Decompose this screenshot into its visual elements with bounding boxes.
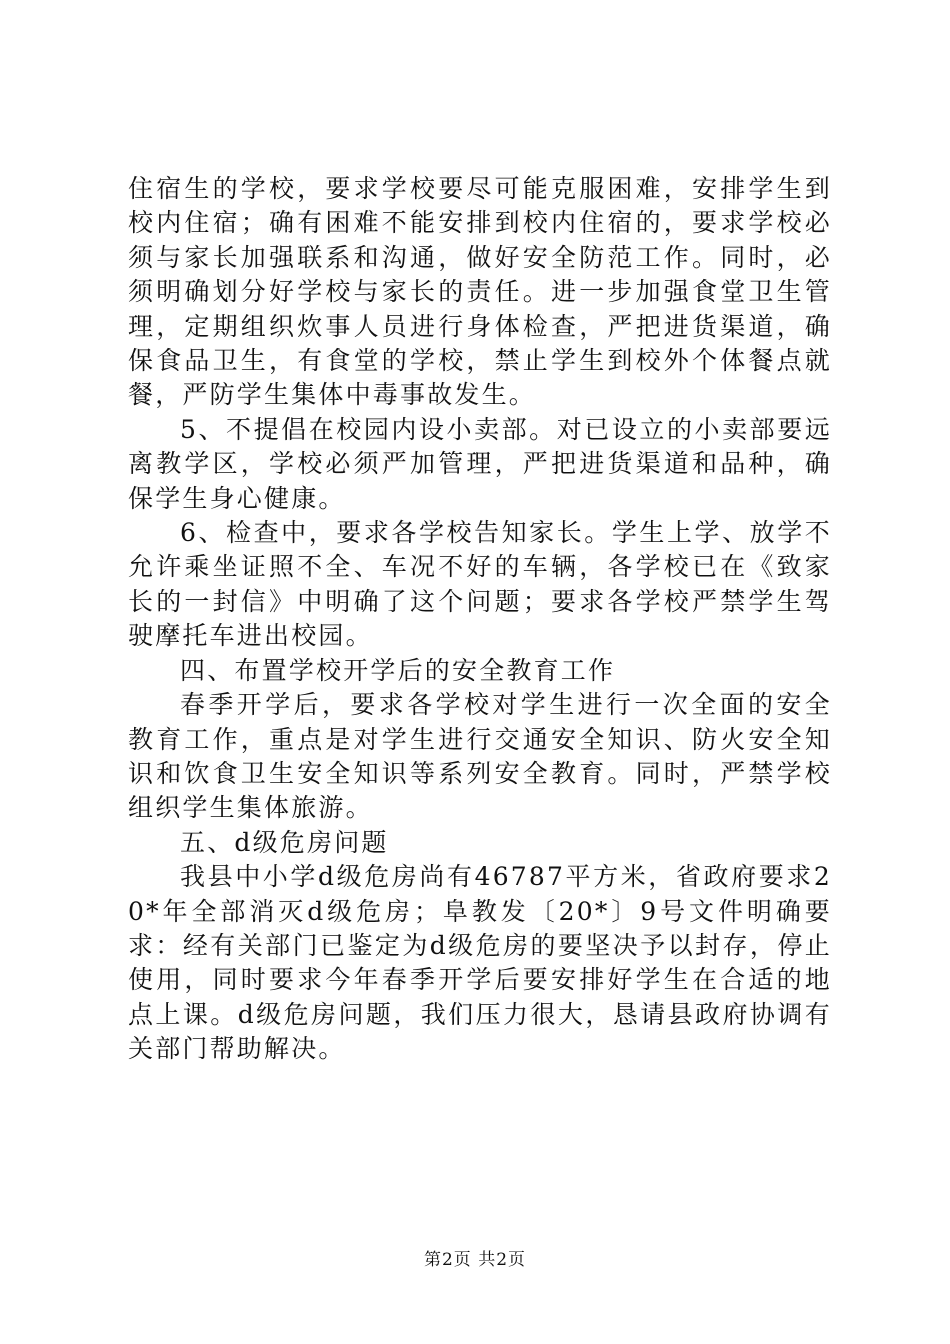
page-number-footer: 第2页 共2页	[423, 1250, 527, 1270]
paragraph-d-level-buildings: 我县中小学d级危房尚有46787平方米，省政府要求20*年全部消灭d级危房；阜教发〔20*〕9号文件明确要求：经有关部门已鉴定为d级危房的要坚决予以封存，停止使用，同时要求今年春季开学后要安排好学生在合适的地点上课。d级危房问题，我们压力很大，恳请县政府协调有关部门帮助解决。	[128, 862, 832, 1064]
paragraph-item-6-transport: 6、检查中，要求各学校告知家长。学生上学、放学不允许乘坐证照不全、车况不好的车辆，各学校已在《致家长的一封信》中明确了这个问题；要求各学校严禁学生驾驶摩托车进出校园。	[128, 518, 832, 651]
paragraph-safety-education: 春季开学后，要求各学校对学生进行一次全面的安全教育工作，重点是对学生进行交通安全知识、防火安全知识和饮食卫生安全知识等系列安全教育。同时，严禁学校组织学生集体旅游。	[128, 690, 832, 823]
paragraph-item-5-tuck-shop: 5、不提倡在校园内设小卖部。对已设立的小卖部要远离教学区，学校必须严加管理，严把进货渠道和品种，确保学生身心健康。	[128, 414, 832, 513]
document-body	[128, 172, 832, 1067]
section-heading-4: 四、布置学校开学后的安全教育工作	[180, 655, 616, 685]
section-heading-5: 五、d级危房问题	[180, 827, 389, 857]
paragraph-dormitory-safety: 住宿生的学校，要求学校要尽可能克服困难，安排学生到校内住宿；确有困难不能安排到校内住宿的，要求学校必须与家长加强联系和沟通，做好安全防范工作。同时，必须明确划分好学校与家长的责任。进一步加强食堂卫生管理，定期组织炊事人员进行身体检查，严把进货渠道，确保食品卫生，有食堂的学校，禁止学生到校外个体餐点就餐，严防学生集体中毒事故发生。	[128, 174, 832, 410]
